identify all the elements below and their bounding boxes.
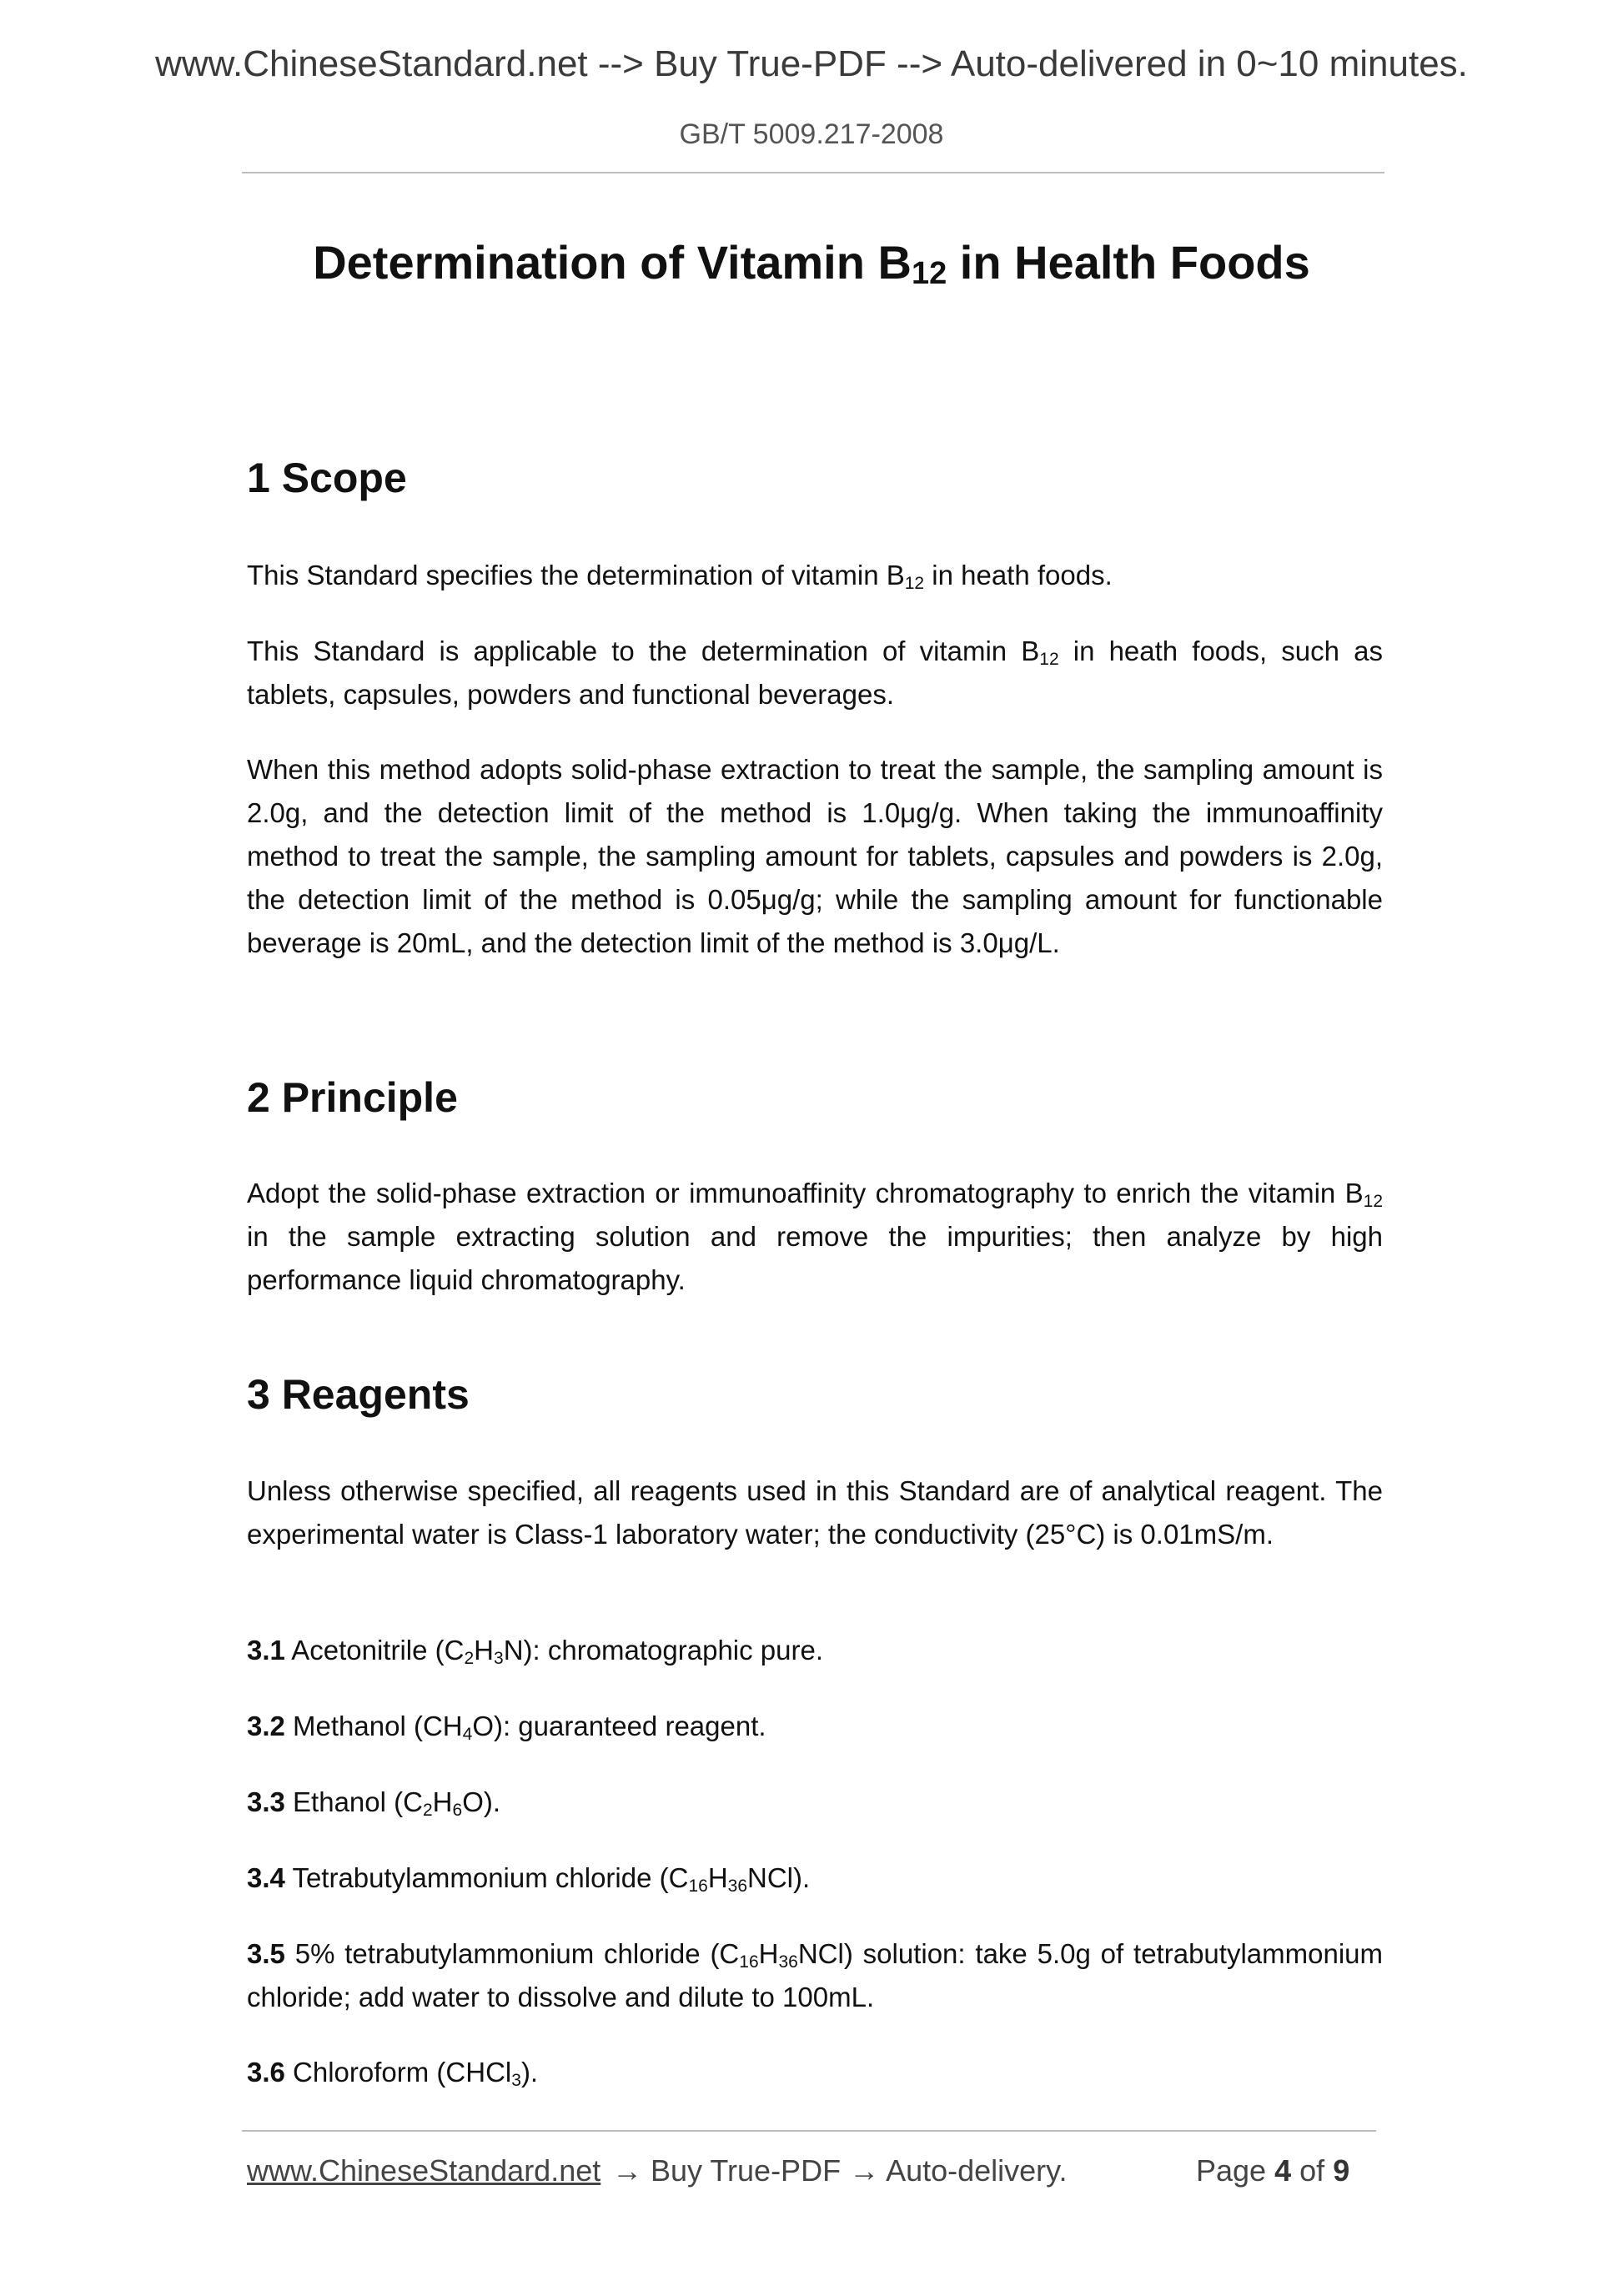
page-indicator: Page 4 of 9 (1196, 2153, 1350, 2188)
reagent-item: 3.6 Chloroform (CHCl$_3$). (247, 2057, 539, 2090)
reagent-item: 3.3 Ethanol $(C_2H_6O)$. (247, 1786, 501, 1820)
section-heading-scope: 1 Scope (247, 455, 407, 501)
footer-divider (242, 2130, 1376, 2132)
scope-paragraph-3: When this method adopts solid-phase extraction to treat the sample, the sampling amount is 2.0g, and the detection limit of the method is 1.0μg/g. When taking the immunoaffinity method to treat the sample, the sampling amount for tablets, capsules and powders is 2.0g, the detection limit of the method is 0.05μg/g; while the sampling amount for functionable beverage is 20mL, and the detection limit of the method is 3.0μg/L. (247, 754, 1383, 958)
reagent-item: 3.5 5% tetrabutylammonium chloride $(C_{16}H_{36}NCl)$ solution: take 5.0g of tetrabutylammonium chloride; add water to dissolve and dilute to 100mL. (247, 1938, 1383, 2012)
top-banner: www.ChineseStandard.net --> Buy True-PDF --> Auto-delivered in 0~10 minutes. (155, 43, 1468, 84)
footer-tagline: → Buy True-PDF → Auto-delivery. (612, 2153, 1068, 2188)
scope-paragraph-2: This Standard is applicable to the determination of vitamin $B_{12}$ in heath foods, such as tablets, capsules, powders and functional beverages. (247, 636, 1383, 710)
reagent-item: 3.1 Acetonitrile $(C_2H_3N)$: chromatographic pure. (247, 1635, 824, 1668)
scope-paragraph-1: This Standard specifies the determination of vitamin $B_{12}$ in heath foods. (247, 560, 1113, 593)
reagent-item: 3.2 Methanol $(CH_4O)$: guaranteed reagent. (247, 1711, 766, 1744)
document-title: Determination of Vitamin $B_{12}$ in Health Foods (313, 236, 1310, 291)
header-divider (242, 172, 1384, 173)
reagents-intro: Unless otherwise specified, all reagents used in this Standard are of analytical reagent. The experimental water is Class-1 laboratory water; the conductivity (25°C) is 0.01mS/m. (247, 1475, 1383, 1550)
footer-website-link[interactable]: www.ChineseStandard.net (247, 2153, 601, 2188)
section-heading-reagents: 3 Reagents (247, 1371, 470, 1418)
standard-code: GB/T 5009.217-2008 (679, 118, 944, 150)
reagent-item: 3.4 Tetrabutylammonium chloride $(C_{16}H_{36}NCl)$. (247, 1862, 811, 1896)
principle-paragraph: Adopt the solid-phase extraction or immunoaffinity chromatography to enrich the vitamin $B_{12}$ in the sample extracting solution and remove the impurities; then analyze by high performance liquid chromatography. (247, 1178, 1383, 1295)
section-heading-principle: 2 Principle (247, 1074, 458, 1121)
